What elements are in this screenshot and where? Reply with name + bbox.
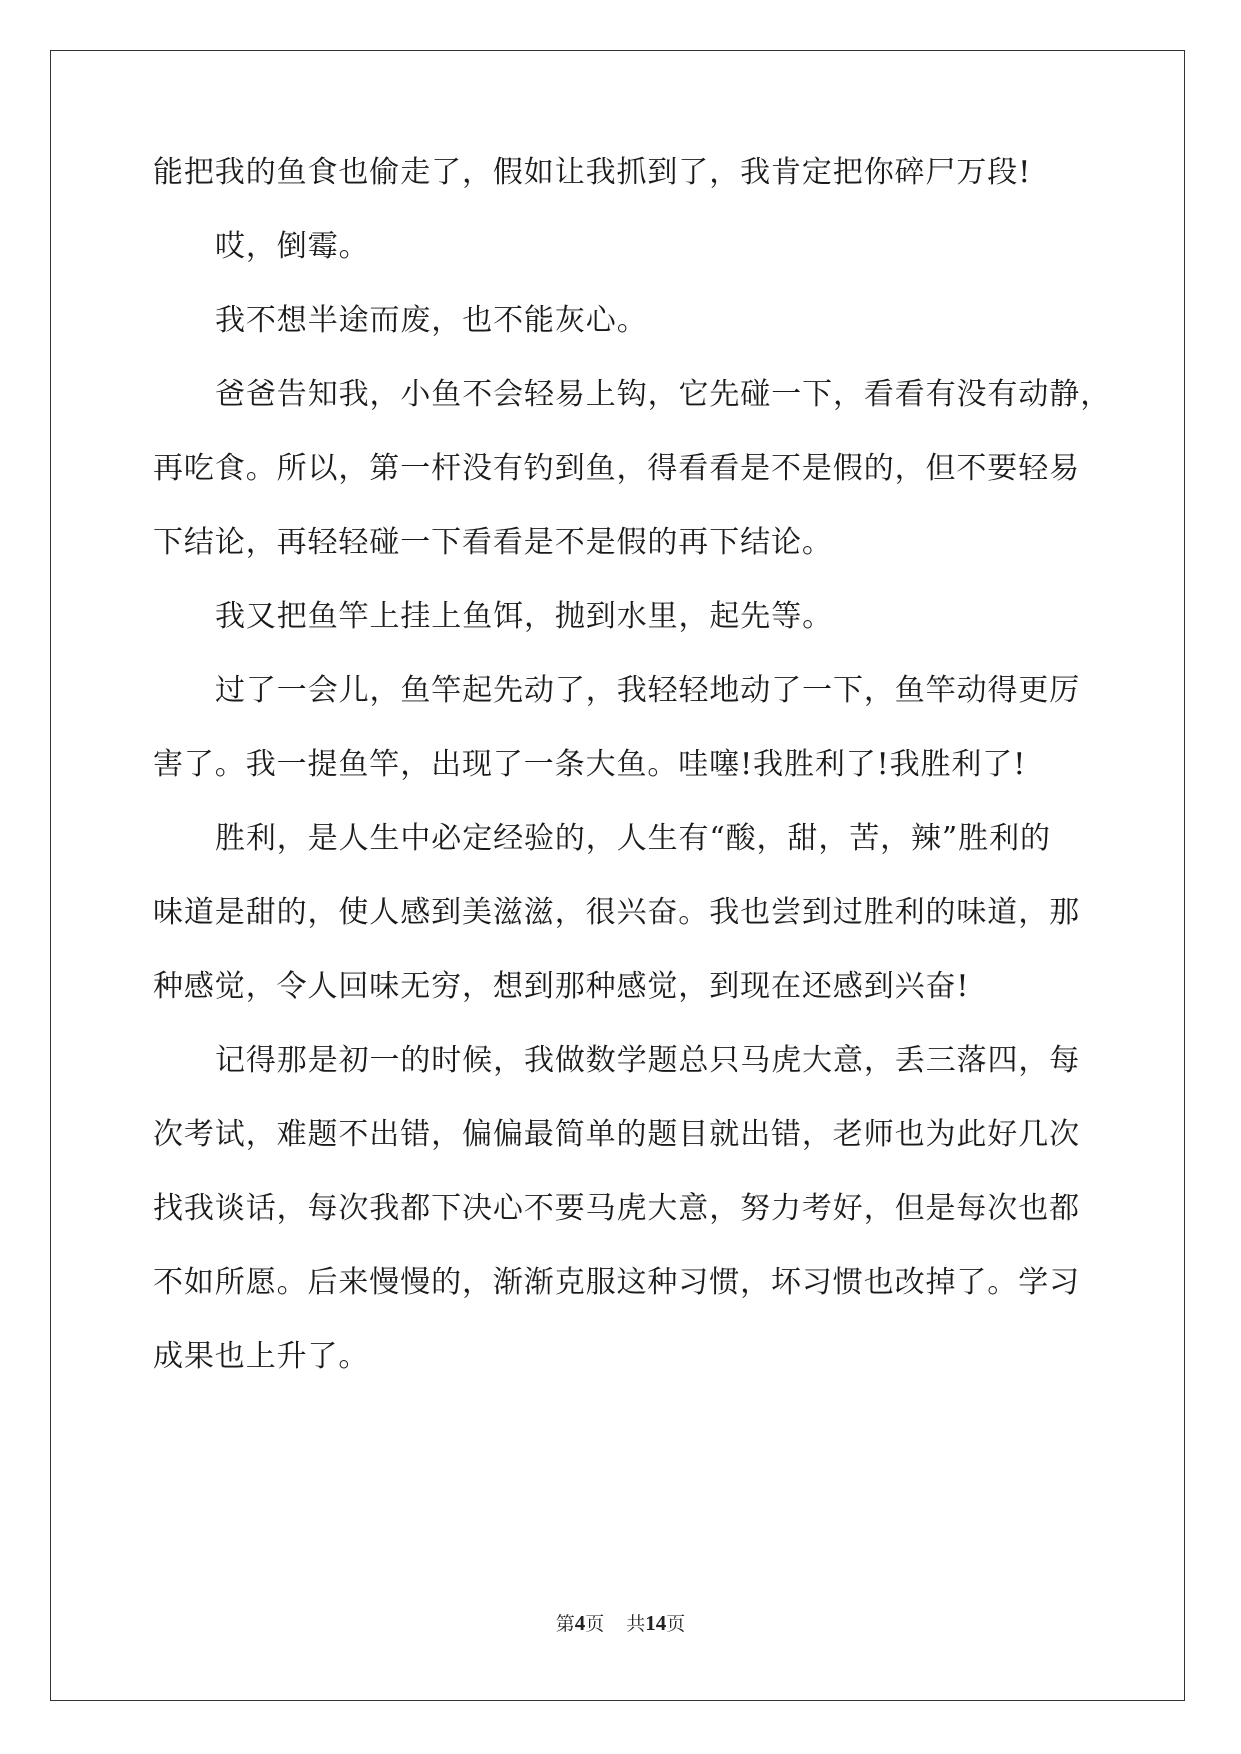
text-line: 下结论，再轻轻碰一下看看是不是假的再下结论。 xyxy=(153,525,833,560)
text-line: 能把我的鱼食也偷走了，假如让我抓到了，我肯定把你碎尸万段! xyxy=(153,155,1032,190)
paragraph-start: 记得那是初一的时候，我做数学题总只马虎大意，丢三落四，每 xyxy=(215,1043,1081,1078)
text-line: 找我谈话，每次我都下决心不要马虎大意，努力考好，但是每次也都 xyxy=(153,1191,1080,1226)
text-line: 成果也上升了。 xyxy=(153,1339,370,1374)
total-pages-number: 14 xyxy=(645,1611,667,1635)
current-page-number: 4 xyxy=(574,1611,586,1635)
paragraph-start: 爸爸告知我，小鱼不会轻易上钩，它先碰一下，看看有没有动静， xyxy=(215,377,1112,412)
footer-total-prefix: 共 xyxy=(626,1613,646,1635)
paragraph-start: 哎，倒霉。 xyxy=(215,229,370,264)
paragraph-start: 胜利，是人生中必定经验的，人生有“酸，甜，苦，辣”胜利的 xyxy=(215,821,1051,856)
footer-prefix: 第 xyxy=(555,1613,575,1635)
footer-page-suffix: 页 xyxy=(585,1613,605,1635)
paragraph-start: 我不想半途而废，也不能灰心。 xyxy=(215,303,648,338)
page-border xyxy=(50,50,1185,1701)
text-line: 再吃食。所以，第一杆没有钓到鱼，得看看是不是假的，但不要轻易 xyxy=(153,451,1080,486)
paragraph-start: 过了一会儿，鱼竿起先动了，我轻轻地动了一下，鱼竿动得更厉 xyxy=(215,673,1081,708)
page-footer xyxy=(0,1611,1241,1636)
text-line: 次考试，难题不出错，偏偏最简单的题目就出错，老师也为此好几次 xyxy=(153,1117,1080,1152)
footer-total-suffix: 页 xyxy=(666,1613,686,1635)
paragraph-start: 我又把鱼竿上挂上鱼饵，抛到水里，起先等。 xyxy=(215,599,833,634)
text-line: 不如所愿。后来慢慢的，渐渐克服这种习惯，坏习惯也改掉了。学习 xyxy=(153,1265,1080,1300)
text-line: 味道是甜的，使人感到美滋滋，很兴奋。我也尝到过胜利的味道，那 xyxy=(153,895,1080,930)
text-line: 种感觉，令人回味无穷，想到那种感觉，到现在还感到兴奋! xyxy=(153,969,970,1004)
text-line: 害了。我一提鱼竿，出现了一条大鱼。哇噻!我胜利了!我胜利了! xyxy=(153,747,1027,782)
